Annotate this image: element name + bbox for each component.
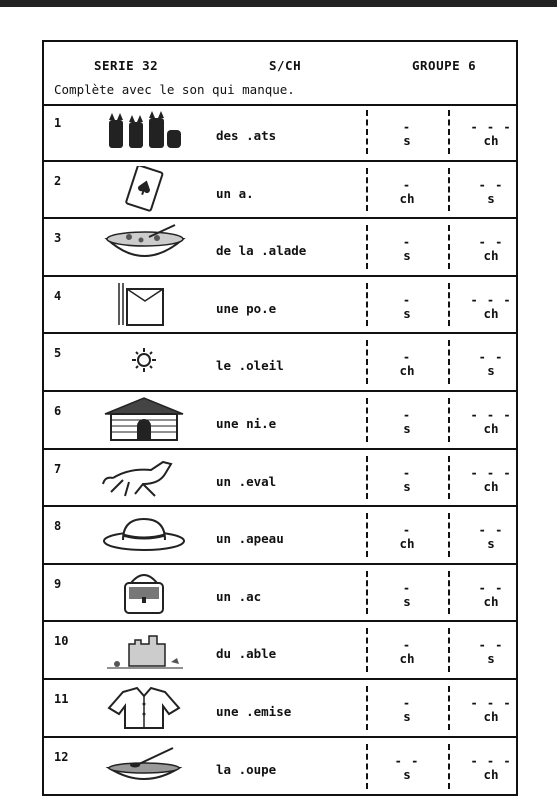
word-to-complete: une po.e xyxy=(216,300,277,316)
sound-label: s xyxy=(403,133,411,148)
sound-label: s xyxy=(403,478,411,494)
sound-label: s xyxy=(403,248,411,264)
sound-label: s xyxy=(487,363,495,379)
dashed-divider xyxy=(448,225,450,269)
sound-option-2[interactable] xyxy=(461,408,521,436)
sound-option-1[interactable] xyxy=(377,580,437,609)
dashed-divider xyxy=(448,283,450,327)
sound-label: s xyxy=(487,651,495,667)
exercise-row xyxy=(44,104,516,162)
syllable-marks: - xyxy=(402,292,412,307)
sound-option-1[interactable] xyxy=(377,235,437,264)
syllable-marks: - - xyxy=(478,177,504,192)
sound-label: s xyxy=(403,421,411,436)
word-to-complete: de la .alade xyxy=(216,243,307,259)
row-number: 11 xyxy=(54,692,69,706)
dashed-divider xyxy=(448,744,450,790)
exercise-row xyxy=(44,162,516,220)
sound-option-1[interactable] xyxy=(377,523,437,552)
syllable-marks: - - xyxy=(478,580,504,595)
word-to-complete: des .ats xyxy=(216,128,277,143)
dashed-divider xyxy=(448,628,450,672)
dashed-divider xyxy=(366,168,368,212)
sound-option-2[interactable] xyxy=(461,753,521,782)
dashed-divider xyxy=(366,513,368,557)
serie-label: SERIE 32 xyxy=(94,58,159,73)
sound-label: s xyxy=(487,536,495,552)
sound-option-1[interactable] xyxy=(377,638,437,667)
sound-label: s xyxy=(487,190,495,206)
top-border xyxy=(0,0,557,7)
syllable-marks: - xyxy=(402,350,412,365)
doghouse-icon xyxy=(99,396,189,442)
sound-label: s xyxy=(403,593,411,609)
word-to-complete: la .oupe xyxy=(216,761,277,777)
card-icon xyxy=(99,166,189,212)
hat-icon xyxy=(99,511,189,557)
sound-label: ch xyxy=(483,421,499,436)
syllable-marks: - xyxy=(402,120,412,134)
syllable-marks: - - xyxy=(478,235,504,250)
syllable-marks: - - xyxy=(478,523,504,538)
sound-option-1[interactable] xyxy=(377,292,437,321)
sound-option-1[interactable] xyxy=(377,350,437,379)
syllable-marks: - xyxy=(402,465,412,480)
row-number: 3 xyxy=(54,231,62,246)
sounds-label: S/CH xyxy=(269,58,302,73)
word-to-complete: un a. xyxy=(216,185,254,201)
row-number: 7 xyxy=(54,461,62,476)
dashed-divider xyxy=(366,628,368,672)
sound-label: ch xyxy=(483,478,499,494)
syllable-marks: - xyxy=(402,177,412,192)
sound-option-2[interactable] xyxy=(461,120,521,148)
sound-label: ch xyxy=(399,363,415,379)
syllable-marks: - - - xyxy=(470,120,512,134)
exercise-row xyxy=(44,565,516,623)
worksheet-header xyxy=(44,42,516,106)
sandcastle-icon xyxy=(99,626,189,672)
word-to-complete: du .able xyxy=(216,646,277,662)
sound-label: s xyxy=(403,766,411,782)
dashed-divider xyxy=(366,571,368,615)
dashed-divider xyxy=(366,283,368,327)
word-to-complete: un .apeau xyxy=(216,531,284,547)
cats-icon xyxy=(99,108,189,154)
dashed-divider xyxy=(366,110,368,154)
sound-option-1[interactable] xyxy=(377,177,437,206)
dashed-divider xyxy=(448,456,450,500)
exercise-row xyxy=(44,277,516,335)
syllable-marks: - - - xyxy=(470,292,512,307)
exercise-row xyxy=(44,450,516,508)
syllable-marks: - - - xyxy=(470,408,512,422)
sound-label: ch xyxy=(483,593,499,609)
salad-icon xyxy=(99,223,189,269)
sound-option-2[interactable] xyxy=(461,350,521,379)
sound-option-1[interactable] xyxy=(377,408,437,436)
sound-label: ch xyxy=(483,709,499,724)
word-to-complete: un .ac xyxy=(216,588,262,604)
horse-icon xyxy=(99,454,189,500)
pocket-icon xyxy=(99,281,189,327)
exercise-row xyxy=(44,392,516,450)
sound-label: s xyxy=(403,305,411,321)
sun-icon xyxy=(99,338,189,384)
dashed-divider xyxy=(366,686,368,730)
sound-option-2[interactable] xyxy=(461,465,521,494)
sound-label: ch xyxy=(483,766,499,782)
dashed-divider xyxy=(366,225,368,269)
dashed-divider xyxy=(448,398,450,442)
worksheet xyxy=(42,40,518,796)
sound-label: ch xyxy=(399,190,415,206)
row-number: 1 xyxy=(54,116,62,130)
sound-option-1[interactable] xyxy=(377,753,437,782)
sound-label: ch xyxy=(483,248,499,264)
groupe-label: GROUPE 6 xyxy=(412,58,477,73)
sound-option-2[interactable] xyxy=(461,177,521,206)
exercise-row xyxy=(44,738,516,796)
syllable-marks: - xyxy=(402,523,412,538)
row-number: 8 xyxy=(54,519,62,534)
exercise-row xyxy=(44,219,516,277)
word-to-complete: le .oleil xyxy=(216,358,284,374)
sound-option-2[interactable] xyxy=(461,638,521,667)
shirt-icon xyxy=(99,684,189,730)
syllable-marks: - xyxy=(402,580,412,595)
row-number: 6 xyxy=(54,404,62,418)
syllable-marks: - xyxy=(402,696,412,710)
dashed-divider xyxy=(448,686,450,730)
row-number: 2 xyxy=(54,173,62,188)
syllable-marks: - - xyxy=(478,638,504,653)
word-to-complete: une .emise xyxy=(216,704,292,719)
sound-option-2[interactable] xyxy=(461,235,521,264)
sound-option-2[interactable] xyxy=(461,292,521,321)
dashed-divider xyxy=(448,513,450,557)
dashed-divider xyxy=(366,340,368,384)
sound-label: ch xyxy=(399,536,415,552)
dashed-divider xyxy=(448,340,450,384)
dashed-divider xyxy=(448,110,450,154)
exercise-row xyxy=(44,334,516,392)
sound-option-2[interactable] xyxy=(461,580,521,609)
word-to-complete: une ni.e xyxy=(216,416,277,431)
syllable-marks: - xyxy=(402,638,412,653)
exercise-row xyxy=(44,622,516,680)
sound-label: ch xyxy=(483,305,499,321)
bag-icon xyxy=(99,569,189,615)
instruction-text: Complète avec le son qui manque. xyxy=(54,82,295,97)
exercise-row xyxy=(44,507,516,565)
row-number: 5 xyxy=(54,346,62,361)
sound-label: s xyxy=(403,709,411,724)
dashed-divider xyxy=(448,168,450,212)
row-number: 10 xyxy=(54,634,69,649)
syllable-marks: - - xyxy=(478,350,504,365)
syllable-marks: - - xyxy=(394,753,420,768)
dashed-divider xyxy=(366,398,368,442)
syllable-marks: - - - xyxy=(470,696,512,710)
dashed-divider xyxy=(366,744,368,790)
sound-option-2[interactable] xyxy=(461,523,521,552)
syllable-marks: - - - xyxy=(470,465,512,480)
row-number: 4 xyxy=(54,288,62,303)
syllable-marks: - xyxy=(402,235,412,250)
row-number: 9 xyxy=(54,576,62,591)
syllable-marks: - - - xyxy=(470,753,512,768)
word-to-complete: un .eval xyxy=(216,473,277,489)
dashed-divider xyxy=(448,571,450,615)
sound-label: ch xyxy=(399,651,415,667)
soup-icon xyxy=(99,742,189,788)
sound-option-1[interactable] xyxy=(377,465,437,494)
exercise-row xyxy=(44,680,516,738)
syllable-marks: - xyxy=(402,408,412,422)
sound-option-1[interactable] xyxy=(377,696,437,724)
sound-option-2[interactable] xyxy=(461,696,521,724)
row-number: 12 xyxy=(54,749,69,764)
dashed-divider xyxy=(366,456,368,500)
sound-label: ch xyxy=(483,133,499,148)
sound-option-1[interactable] xyxy=(377,120,437,148)
